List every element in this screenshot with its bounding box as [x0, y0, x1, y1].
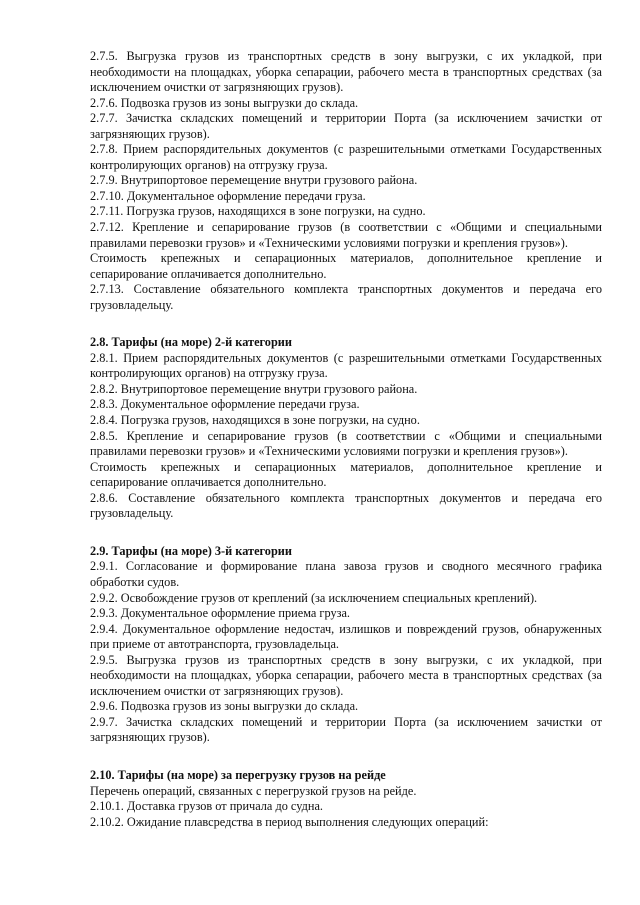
section-gap [90, 522, 602, 544]
paragraph: 2.9.4. Документальное оформление недостач, излишков и повреждений грузов, обнаруженных при приеме от автотранспорта, грузовладельца. [90, 621, 602, 652]
document-page [90, 49, 602, 830]
paragraph: 2.10.2. Ожидание плавсредства в период выполнения следующих операций: [90, 814, 489, 829]
paragraph: 2.7.10. Документальное оформление передачи груза. [90, 188, 366, 203]
section-heading: 2.8. Тарифы (на море) 2-й категории [90, 335, 292, 350]
paragraph: 2.8.4. Погрузка грузов, находящихся в зоне погрузки, на судно. [90, 413, 420, 428]
paragraph: 2.9.7. Зачистка складских помещений и территории Порта (за исключением зачистки от загрязняющих грузов). [90, 714, 602, 745]
paragraph: 2.8.3. Документальное оформление передачи груза. [90, 397, 360, 412]
paragraph: Перечень операций, связанных с перегрузкой грузов на рейде. [90, 783, 417, 798]
section-2-9 [90, 544, 602, 746]
paragraph: Стоимость крепежных и сепарационных материалов, дополнительное крепление и сепарирование оплачивается дополнительно. [90, 251, 602, 281]
section-heading: 2.10. Тарифы (на море) за перегрузку грузов на рейде [90, 767, 386, 782]
paragraph: 2.9.5. Выгрузка грузов из транспортных средств в зону выгрузки, с их укладкой, при необходимости на площадках, уборка сепарации, рабочего места в транспортных средствах (за исключением очистки от загрязняющих грузов). [90, 652, 602, 698]
paragraph: 2.7.11. Погрузка грузов, находящихся в зоне погрузки, на судно. [90, 204, 426, 219]
section-heading: 2.9. Тарифы (на море) 3-й категории [90, 543, 292, 558]
section-gap [90, 746, 602, 768]
paragraph: 2.9.6. Подвозка грузов из зоны выгрузки до склада. [90, 699, 359, 714]
section-2-8 [90, 335, 602, 522]
section-gap [90, 313, 602, 335]
paragraph: 2.8.2. Внутрипортовое перемещение внутри грузового района. [90, 381, 418, 396]
paragraph: 2.8.6. Составление обязательного комплекта транспортных документов и передача его грузовладельцу. [90, 490, 602, 521]
paragraph: 2.7.5. Выгрузка грузов из транспортных средств в зону выгрузки, с их укладкой, при необходимости на площадках, уборка сепарации, рабочего места в транспортных средствах (за исключением очистки от загрязняющих грузов). [90, 49, 602, 95]
paragraph: 2.9.2. Освобождение грузов от креплений (за исключением специальных креплений). [90, 590, 538, 605]
paragraph: Стоимость крепежных и сепарационных материалов, дополнительное крепление и сепарирование оплачивается дополнительно. [90, 459, 602, 490]
paragraph: 2.7.6. Подвозка грузов из зоны выгрузки до склада. [90, 95, 359, 110]
section-2-7-continued [90, 49, 602, 313]
paragraph: 2.7.7. Зачистка складских помещений и территории Порта (за исключением зачистки от загрязняющих грузов). [90, 111, 602, 141]
paragraph: 2.7.9. Внутрипортовое перемещение внутри грузового района. [90, 173, 418, 188]
paragraph: 2.8.5. Крепление и сепарирование грузов (в соответствии с «Общими и специальными правилами перевозки грузов» и «Техническими условиями погрузки и крепления грузов»). [90, 428, 602, 459]
paragraph: 2.9.3. Документальное оформление приема груза. [90, 606, 350, 621]
paragraph: 2.7.8. Прием распорядительных документов (с разрешительными отметками Государственных контролирующих органов) на отгрузку груза. [90, 142, 602, 172]
section-2-10 [90, 768, 602, 830]
paragraph: 2.7.12. Крепление и сепарирование грузов (в соответствии с «Общими и специальными правилами перевозки грузов» и «Техническими условиями погрузки и крепления грузов»). [90, 220, 602, 250]
paragraph: 2.8.1. Прием распорядительных документов (с разрешительными отметками Государственных контролирующих органов) на отгрузку груза. [90, 350, 602, 381]
paragraph: 2.9.1. Согласование и формирование плана завоза грузов и сводного месячного графика обработки судов. [90, 559, 602, 589]
paragraph: 2.10.1. Доставка грузов от причала до судна. [90, 799, 323, 814]
paragraph: 2.7.13. Составление обязательного комплекта транспортных документов и передача его грузовладельцу. [90, 282, 602, 312]
